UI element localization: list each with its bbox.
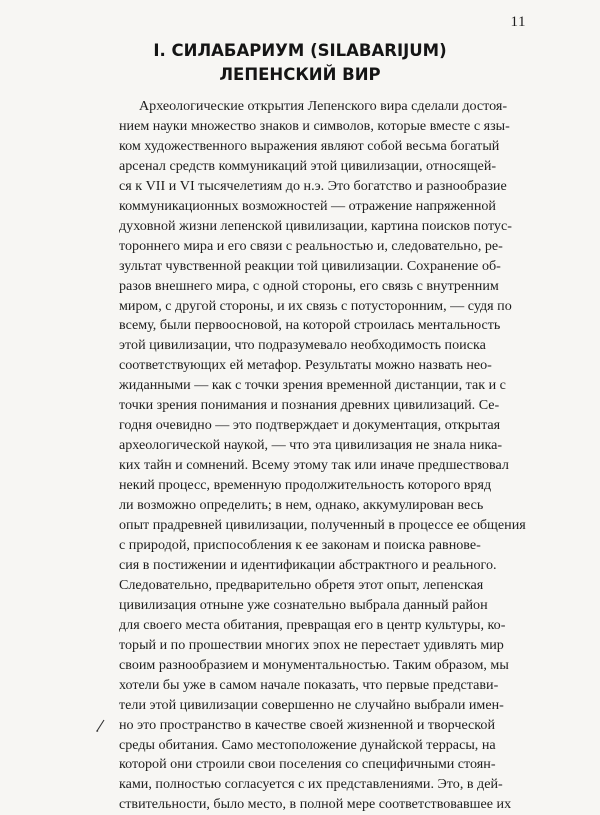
- text-line: тели этой цивилизации совершенно не случайно выбрали имен-: [119, 696, 504, 713]
- text-line: ли возможно определить; в нем, однако, аккумулирован весь: [119, 497, 484, 514]
- text-line: Археологические открытия Лепенского вира сделали достоя-: [139, 98, 508, 114]
- text-line: жиданными — как с точки зрения временной дистанции, так и с: [119, 377, 506, 394]
- chapter-subtitle: ЛЕПЕНСКИЙ ВИР: [219, 65, 381, 84]
- text-line: для своего места обитания, превращая его в центр культуры, ко-: [119, 616, 506, 633]
- text-line: среды обитания. Само местоположение дунайской террасы, на: [119, 736, 496, 753]
- text-line: всему, были первоосновой, на которой строилась ментальность: [119, 317, 501, 334]
- text-line: ствительности, было место, в полной мере соответствовавшее их: [119, 796, 512, 813]
- text-line: этой цивилизации, что подразумевало необходимость поиска: [119, 337, 486, 354]
- text-line: годня очевидно — это подтверждает и документация, открытая: [119, 417, 501, 434]
- text-line: которой они строили свои поселения со специфичными стоян-: [119, 756, 496, 773]
- pen-mark-icon: [96, 718, 106, 732]
- text-line: с природой, приспособления к ее законам и поиска равнове-: [119, 536, 481, 553]
- text-line: цивилизация отныне уже сознательно выбрала данный район: [119, 596, 488, 613]
- text-line: ся к VII и VI тысячелетиям до н.э. Это богатство и разнообразие: [119, 177, 507, 194]
- text-line: сия в постижении и идентификации абстрактного и реального.: [119, 556, 497, 573]
- text-line: ких тайн и сомнений. Всему этому так или иначе предшествовал: [119, 457, 509, 474]
- text-line: торый и по прошествии многих эпох не перестает удивлять мир: [119, 636, 504, 653]
- text-line: Следовательно, предварительно обретя этот опыт, лепенская: [119, 576, 484, 593]
- text-line: арсенал средств коммуникаций этой цивилизации, относящей-: [119, 157, 497, 174]
- text-line: соответствующих ей метафор. Результаты можно назвать нео-: [119, 357, 492, 374]
- text-line: своим разнообразием и монументальностью. Таким образом, мы: [119, 656, 509, 673]
- chapter-title: I. СИЛАБАРИУМ (SILABARIJUM): [153, 41, 447, 60]
- text-line: нием науки множество знаков и символов, которые вместе с язы-: [119, 117, 510, 134]
- text-line: археологической наукой, — что эта цивилизация не знала ника-: [119, 437, 503, 454]
- text-line: духовной жизни лепенской цивилизации, картина поисков потус-: [119, 217, 512, 234]
- text-line: точки зрения понимания и познания древних цивилизаций. Се-: [119, 397, 500, 414]
- text-line: опыт прадревней цивилизации, полученный в процессе ее общения: [119, 517, 526, 534]
- chapter-heading: [0, 39, 600, 87]
- text-line: коммуникационных возможностей — отражение напряженной: [119, 197, 496, 214]
- text-line: тороннего мира и его связи с реальностью и, следовательно, ре-: [119, 237, 503, 254]
- text-line: разов внешнего мира, с одной стороны, его связь с внутренним: [119, 277, 499, 294]
- text-line: хотели бы уже в самом начале показать, что первые представи-: [119, 676, 499, 693]
- text-line: некий процесс, временную продолжительность которого вряд: [119, 477, 492, 494]
- text-line: ками, полностью согласуется с их представлениями. Это, в дей-: [119, 776, 503, 793]
- body-paragraph: [119, 97, 531, 815]
- text-line: миром, с другой стороны, и их связь с потусторонним, — судя по: [119, 297, 512, 314]
- text-line: но это пространство в качестве своей жизненной и творческой: [119, 716, 496, 733]
- text-line: зультат чувственной реакции той цивилизации. Сохранение об-: [119, 257, 501, 274]
- page-number: 11: [510, 14, 526, 30]
- text-line: ком художественного выражения являют собой весьма богатый: [119, 137, 500, 154]
